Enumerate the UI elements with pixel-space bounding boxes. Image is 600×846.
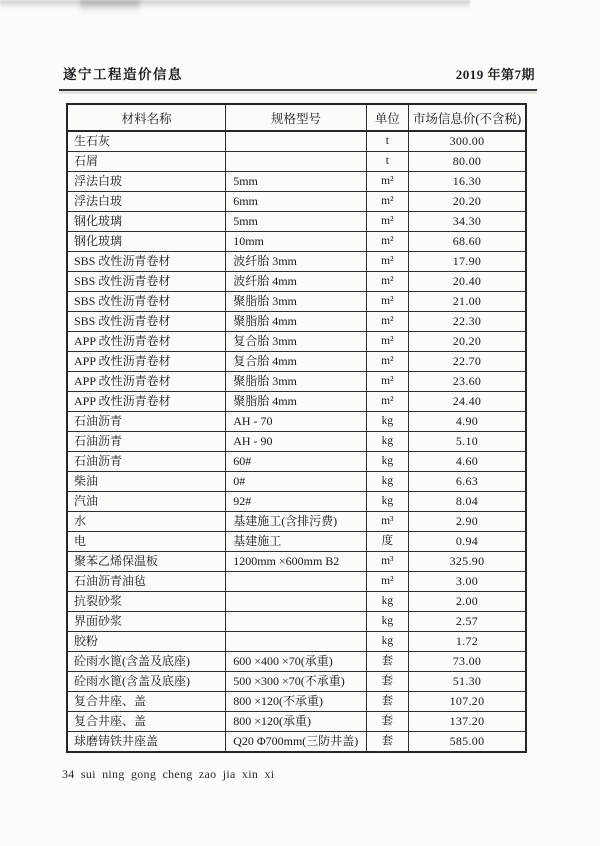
cell-unit: m² (366, 172, 408, 192)
col-header-material: 材料名称 (67, 104, 226, 131)
cell-spec: 聚脂胎 3mm (226, 372, 367, 392)
table-row (67, 292, 526, 312)
cell-spec: 0# (226, 472, 367, 492)
cell-price: 80.00 (408, 152, 526, 172)
cell-material: 水 (67, 512, 226, 532)
cell-material: APP 改性沥青卷材 (67, 332, 226, 352)
cell-spec: AH - 70 (226, 412, 367, 432)
cell-unit: m² (366, 232, 408, 252)
cell-price: 3.00 (408, 572, 526, 592)
cell-unit: kg (366, 592, 408, 612)
table-row (67, 652, 526, 672)
cell-spec: 5mm (226, 172, 367, 192)
cell-spec: AH - 90 (226, 432, 367, 452)
cell-price: 34.30 (408, 212, 526, 232)
cell-material: 浮法白玻 (67, 192, 226, 212)
cell-price: 137.20 (408, 712, 526, 732)
cell-unit: m² (366, 272, 408, 292)
table-row (67, 172, 526, 192)
cell-spec: 复合胎 4mm (226, 352, 367, 372)
cell-unit: m² (366, 372, 408, 392)
cell-material: 钢化玻璃 (67, 212, 226, 232)
table-row (67, 332, 526, 352)
cell-material: 球磨铸铁井座盖 (67, 732, 226, 753)
cell-price: 51.30 (408, 672, 526, 692)
cell-unit: m² (366, 392, 408, 412)
journal-title: 遂宁工程造价信息 (63, 67, 183, 82)
cell-unit: t (366, 131, 408, 152)
table-row (67, 592, 526, 612)
table-row (67, 712, 526, 732)
scan-artifact-top (0, 0, 470, 9)
table-row (67, 412, 526, 432)
cell-material: 抗裂砂浆 (67, 592, 226, 612)
table-row (67, 232, 526, 252)
cell-price: 300.00 (408, 131, 526, 152)
table-row (67, 692, 526, 712)
cell-material: 石屑 (67, 152, 226, 172)
cell-material: SBS 改性沥青卷材 (67, 252, 226, 272)
cell-spec: Q20 Φ700mm(三防井盖) (226, 732, 367, 753)
table-row (67, 272, 526, 292)
cell-spec (226, 572, 367, 592)
cell-spec: 800 ×120(承重) (226, 712, 367, 732)
cell-unit: 套 (366, 652, 408, 672)
cell-price: 4.90 (408, 412, 526, 432)
cell-unit: m³ (366, 512, 408, 532)
page-header (59, 63, 537, 91)
cell-material: 聚苯乙烯保温板 (67, 552, 226, 572)
cell-material: 柴油 (67, 472, 226, 492)
table-row (67, 572, 526, 592)
cell-material: 电 (67, 532, 226, 552)
cell-unit: kg (366, 452, 408, 472)
page-footer: 34 sui ning gong cheng zao jia xin xi (62, 767, 275, 781)
price-table (66, 103, 527, 753)
cell-unit: 套 (366, 712, 408, 732)
cell-price: 68.60 (408, 232, 526, 252)
table-row (67, 672, 526, 692)
cell-unit: m² (366, 192, 408, 212)
cell-price: 2.00 (408, 592, 526, 612)
cell-material: 浮法白玻 (67, 172, 226, 192)
col-header-spec: 规格型号 (226, 104, 367, 131)
cell-unit: kg (366, 492, 408, 512)
cell-spec: 6mm (226, 192, 367, 212)
table-row (67, 312, 526, 332)
cell-price: 21.00 (408, 292, 526, 312)
cell-spec: 聚脂胎 4mm (226, 392, 367, 412)
cell-spec: 60# (226, 452, 367, 472)
cell-unit: m² (366, 212, 408, 232)
cell-material: APP 改性沥青卷材 (67, 392, 226, 412)
cell-material: APP 改性沥青卷材 (67, 372, 226, 392)
table-row (67, 192, 526, 212)
cell-price: 1.72 (408, 632, 526, 652)
table-row (67, 452, 526, 472)
cell-price: 4.60 (408, 452, 526, 472)
cell-spec: 波纤胎 3mm (226, 252, 367, 272)
cell-price: 5.10 (408, 432, 526, 452)
cell-material: 复合井座、盖 (67, 692, 226, 712)
table-row (67, 252, 526, 272)
cell-spec: 复合胎 3mm (226, 332, 367, 352)
cell-price: 20.20 (408, 332, 526, 352)
scan-artifact-top-blob (80, 0, 140, 13)
table-row (67, 492, 526, 512)
cell-price: 2.90 (408, 512, 526, 532)
table-row (67, 432, 526, 452)
cell-material: 石油沥青 (67, 412, 226, 432)
issue-label: 2019 年第7期 (455, 67, 535, 82)
cell-spec (226, 131, 367, 152)
cell-material: 砼雨水篦(含盖及底座) (67, 652, 226, 672)
cell-unit: kg (366, 612, 408, 632)
cell-spec: 600 ×400 ×70(承重) (226, 652, 367, 672)
cell-unit: kg (366, 432, 408, 452)
cell-spec (226, 592, 367, 612)
cell-material: 胶粉 (67, 632, 226, 652)
cell-material: APP 改性沥青卷材 (67, 352, 226, 372)
table-row (67, 131, 526, 152)
cell-unit: kg (366, 632, 408, 652)
cell-unit: t (366, 152, 408, 172)
table-row (67, 472, 526, 492)
table-row (67, 612, 526, 632)
cell-unit: m² (366, 252, 408, 272)
table-row (67, 392, 526, 412)
cell-spec: 波纤胎 4mm (226, 272, 367, 292)
cell-material: 钢化玻璃 (67, 232, 226, 252)
cell-material: 复合井座、盖 (67, 712, 226, 732)
cell-material: 生石灰 (67, 131, 226, 152)
cell-unit: kg (366, 472, 408, 492)
cell-spec: 92# (226, 492, 367, 512)
cell-price: 6.63 (408, 472, 526, 492)
cell-material: SBS 改性沥青卷材 (67, 272, 226, 292)
cell-unit: 套 (366, 732, 408, 753)
cell-unit: m² (366, 312, 408, 332)
cell-unit: 套 (366, 692, 408, 712)
cell-material: 界面砂浆 (67, 612, 226, 632)
cell-spec (226, 632, 367, 652)
cell-spec: 10mm (226, 232, 367, 252)
cell-price: 20.20 (408, 192, 526, 212)
cell-material: 石油沥青 (67, 432, 226, 452)
cell-spec (226, 612, 367, 632)
cell-spec: 5mm (226, 212, 367, 232)
table-row (67, 632, 526, 652)
table-body (67, 131, 526, 752)
cell-spec: 1200mm ×600mm B2 (226, 552, 367, 572)
cell-unit: m² (366, 572, 408, 592)
table-row (67, 212, 526, 232)
table-row (67, 152, 526, 172)
cell-spec: 500 ×300 ×70(不承重) (226, 672, 367, 692)
cell-spec: 聚脂胎 4mm (226, 312, 367, 332)
cell-spec: 800 ×120(不承重) (226, 692, 367, 712)
cell-unit: 度 (366, 532, 408, 552)
cell-price: 22.30 (408, 312, 526, 332)
table-row (67, 532, 526, 552)
cell-price: 73.00 (408, 652, 526, 672)
table-row (67, 372, 526, 392)
cell-price: 585.00 (408, 732, 526, 753)
cell-price: 325.90 (408, 552, 526, 572)
cell-price: 17.90 (408, 252, 526, 272)
table-row (67, 352, 526, 372)
cell-unit: 套 (366, 672, 408, 692)
col-header-unit: 单位 (366, 104, 408, 131)
cell-material: SBS 改性沥青卷材 (67, 312, 226, 332)
cell-spec: 聚脂胎 3mm (226, 292, 367, 312)
cell-price: 16.30 (408, 172, 526, 192)
cell-spec (226, 152, 367, 172)
cell-material: 砼雨水篦(含盖及底座) (67, 672, 226, 692)
cell-price: 107.20 (408, 692, 526, 712)
table-header-row (67, 104, 526, 131)
table-row (67, 732, 526, 753)
cell-price: 23.60 (408, 372, 526, 392)
cell-unit: m³ (366, 552, 408, 572)
cell-unit: m² (366, 352, 408, 372)
cell-price: 2.57 (408, 612, 526, 632)
cell-unit: kg (366, 412, 408, 432)
cell-unit: m² (366, 292, 408, 312)
cell-material: 石油沥青 (67, 452, 226, 472)
cell-spec: 基建施工 (226, 532, 367, 552)
cell-price: 0.94 (408, 532, 526, 552)
cell-spec: 基建施工(含排污费) (226, 512, 367, 532)
table-row (67, 512, 526, 532)
cell-price: 20.40 (408, 272, 526, 292)
cell-price: 24.40 (408, 392, 526, 412)
cell-material: SBS 改性沥青卷材 (67, 292, 226, 312)
cell-price: 22.70 (408, 352, 526, 372)
cell-unit: m² (366, 332, 408, 352)
table-row (67, 552, 526, 572)
col-header-price: 市场信息价(不含税) (408, 104, 526, 131)
cell-price: 8.04 (408, 492, 526, 512)
cell-material: 汽油 (67, 492, 226, 512)
cell-material: 石油沥青油毡 (67, 572, 226, 592)
